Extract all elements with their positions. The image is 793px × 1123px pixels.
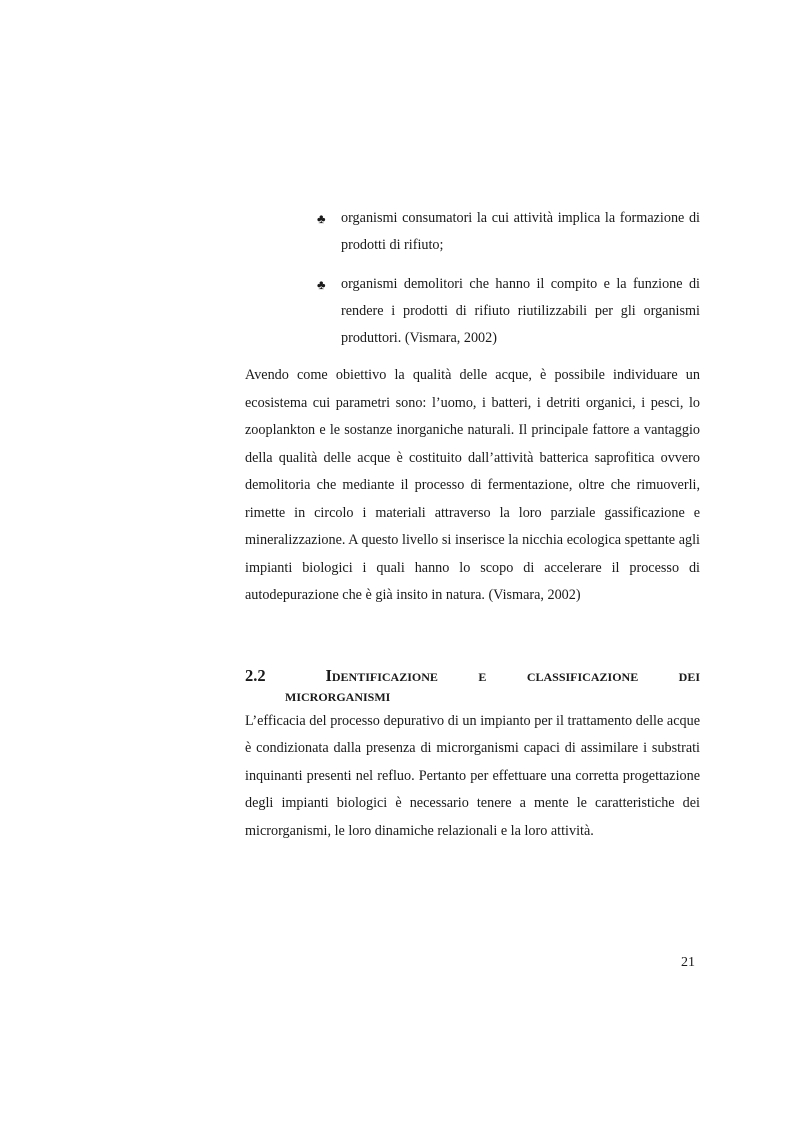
section-title-word: e (478, 665, 487, 685)
body-paragraph-microorganisms: L’efficacia del processo depurativo di un impianto per il trattamento delle acque è condizionata dalla presenza di microrganismi capaci di assimilare i substrati inquinanti presenti nel refluo. Pertanto per effettuare una corretta progettazione degli impianti biologici è necessario tenere a mente le caratteristiche dei microrganismi, le loro dinamiche relazionali e la loro attività. (245, 712, 700, 839)
page-number: 21 (681, 955, 695, 970)
section-number: 2.2 (245, 665, 266, 685)
list-item-text: organismi consumatori la cui attività implica la formazione di prodotti di rifiuto; (341, 210, 700, 253)
page-body (245, 205, 700, 845)
bullet-list (245, 205, 700, 352)
list-item-text: organismi demolitori che hanno il compito e la funzione di rendere i prodotti di rifiuto riutilizzabili per gli organismi produttori. (Vismara, 2002) (341, 276, 700, 346)
section-heading-line-1 (245, 666, 700, 686)
section-heading-line-2: microrganismi (285, 685, 391, 705)
club-bullet-icon: ♣ (317, 277, 326, 292)
section-title-word: classificazione (526, 665, 639, 685)
list-item (245, 271, 700, 352)
section-heading (245, 666, 700, 706)
body-paragraph-ecosystem: Avendo come obiettivo la qualità delle acque, è possibile individuare un ecosistema cui parametri sono: l’uomo, i batteri, i detriti organici, i pesci, lo zooplankton e le sostanze inorganiche naturali. Il principale fattore a vantaggio della qualità delle acque è costituito dall’attività batterica saprofitica ovvero demolitoria che mediante il processo di fermentazione, oltre che rimuoverli, rimette in circolo i materiali attraverso la loro parziale gassificazione e mineralizzazione. A questo livello si inserisce la nicchia ecologica spettante agli impianti biologici i quali hanno lo scopo di accelerare il processo di autodepurazione che è già insito in natura. (Vismara, 2002) (245, 367, 700, 603)
list-item (245, 205, 700, 259)
club-bullet-icon: ♣ (317, 211, 326, 226)
section-title-word: dei (678, 665, 700, 685)
section-title-word: Identificazione (325, 665, 438, 685)
